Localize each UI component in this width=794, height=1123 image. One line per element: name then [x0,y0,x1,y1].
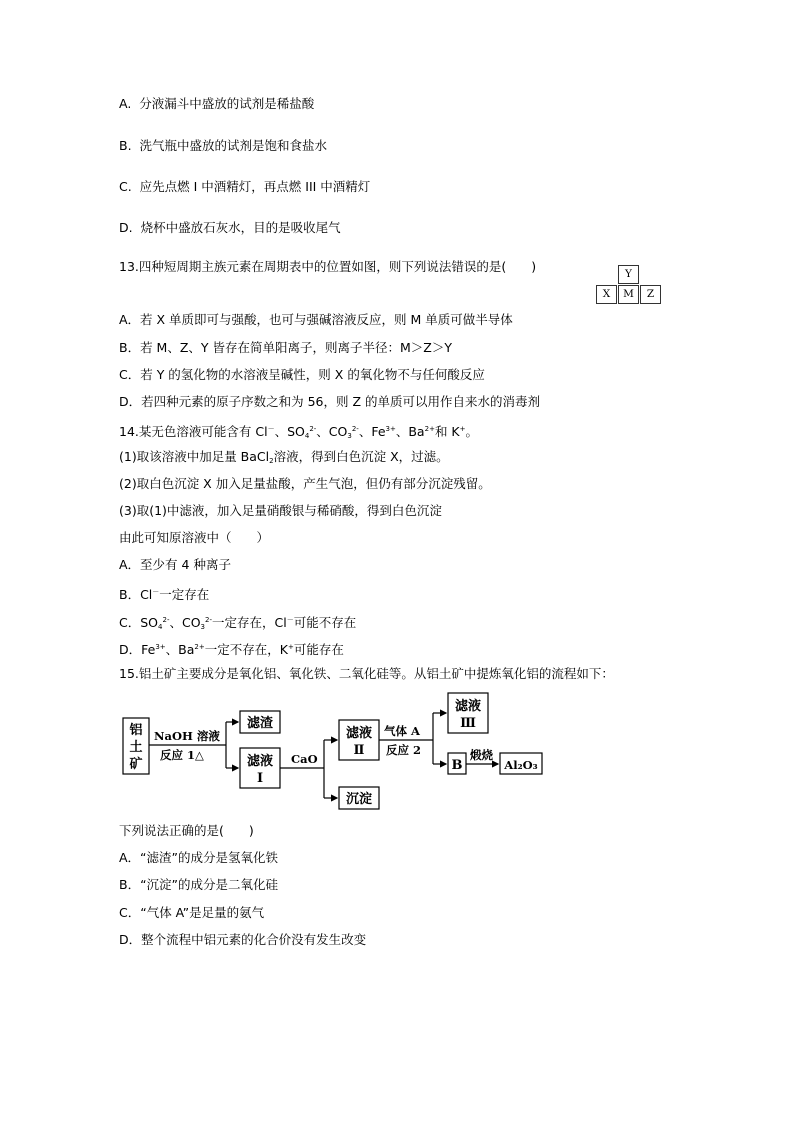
precipitate-label: 沉淀 [345,792,373,807]
q14-option-a: A．至少有 4 种离子 [119,557,231,572]
q15-option-b: B．“沉淀”的成分是二氧化硅 [119,877,279,892]
q13-option-d: D．若四种元素的原子序数之和为 56，则 Z 的单质可以用作自来水的消毒剂 [119,394,541,409]
q15-option-d: D．整个流程中铝元素的化合价没有发生改变 [119,932,367,947]
cell-y: Y [618,265,639,284]
q15-stem: 15.铝土矿主要成分是氧化铝、氧化铁、二氧化硅等。从铝土矿中提炼氧化铝的流程如下： [119,666,614,681]
residue-label: 滤渣 [246,716,274,731]
calcine-label: 煅烧 [470,748,493,762]
prev-option-d: D. 烧杯中盛放石灰水，目的是吸收尾气 [119,220,341,235]
reagent1-label: NaOH 溶液 [154,729,220,743]
periodic-table-fragment [596,265,662,307]
ore-label-3: 矿 [129,757,143,772]
q13-option-b: B．若 M、Z、Y 皆存在简单阳离子，则离子半径：M＞Z＞Y [119,340,452,355]
process-flow-diagram [118,690,548,815]
q13-option-c: C．若 Y 的氢化物的水溶液呈碱性，则 X 的氧化物不与任何酸反应 [119,367,485,382]
cao-label: CaO [291,752,318,766]
q14-step2: (2)取白色沉淀 X 加入足量盐酸，产生气泡，但仍有部分沉淀残留。 [119,476,491,491]
filtrate3-label: 滤液 [454,699,482,714]
q15-ask: 下列说法正确的是( ) [119,823,254,838]
q15-option-c: C．“气体 A”是足量的氨气 [119,905,265,920]
q14-option-c: C．$SO_4^{2-}$、$CO_3^{2-}$一定存在，Cl－可能不存在 [119,615,357,631]
cell-z: Z [640,285,661,304]
reaction1-label: 反应 1△ [160,748,204,762]
filtrate1-roman: Ⅰ [256,771,264,786]
q14-step3: (3)取(1)中滤液，加入足量硝酸银与稀硝酸，得到白色沉淀 [119,503,442,518]
product-label: Al₂O₃ [504,758,538,772]
q14-step1: (1)取该溶液中加足量 BaCl$_2$溶液，得到白色沉淀 X，过滤。 [119,449,449,465]
q14-option-b: B．Cl－一定存在 [119,587,210,602]
filtrate3-roman: Ⅲ [460,716,476,731]
q14-option-d: D．$Fe^{3+}$、$Ba^{2+}$一定不存在，K+可能存在 [119,642,344,657]
gas-a-label: 气体 A [384,724,420,738]
filtrate2-roman: Ⅱ [353,743,365,758]
ore-label-1: 铝 [129,723,143,738]
prev-option-b: B. 洗气瓶中盛放的试剂是饱和食盐水 [119,138,328,153]
ore-label-2: 土 [129,740,143,755]
cell-m: M [618,285,639,304]
cell-x: X [596,285,617,304]
q13-stem: 13.四种短周期主族元素在周期表中的位置如图，则下列说法错误的是( ) [119,259,537,274]
prev-option-a: A. 分液漏斗中盛放的试剂是稀盐酸 [119,96,315,111]
filtrate1-label: 滤液 [246,754,274,769]
b-label: B [451,758,463,773]
q14-stem: 14.某无色溶液可能含有 Cl－、$SO_4^{2-}$、$CO_3^{2-}$、$Fe^{3+}$、$Ba^{2+}$和 K+。 [119,424,478,440]
q13-option-a: A．若 X 单质即可与强酸，也可与强碱溶液反应，则 M 单质可做半导体 [119,312,513,327]
q14-conclusion: 由此可知原溶液中（ ） [119,530,270,545]
q15-option-a: A．“滤渣”的成分是氢氧化铁 [119,850,279,865]
filtrate2-label: 滤液 [345,726,373,741]
prev-option-c: C. 应先点燃 I 中酒精灯，再点燃 III 中酒精灯 [119,179,371,194]
reaction2-label: 反应 2 [386,743,422,757]
